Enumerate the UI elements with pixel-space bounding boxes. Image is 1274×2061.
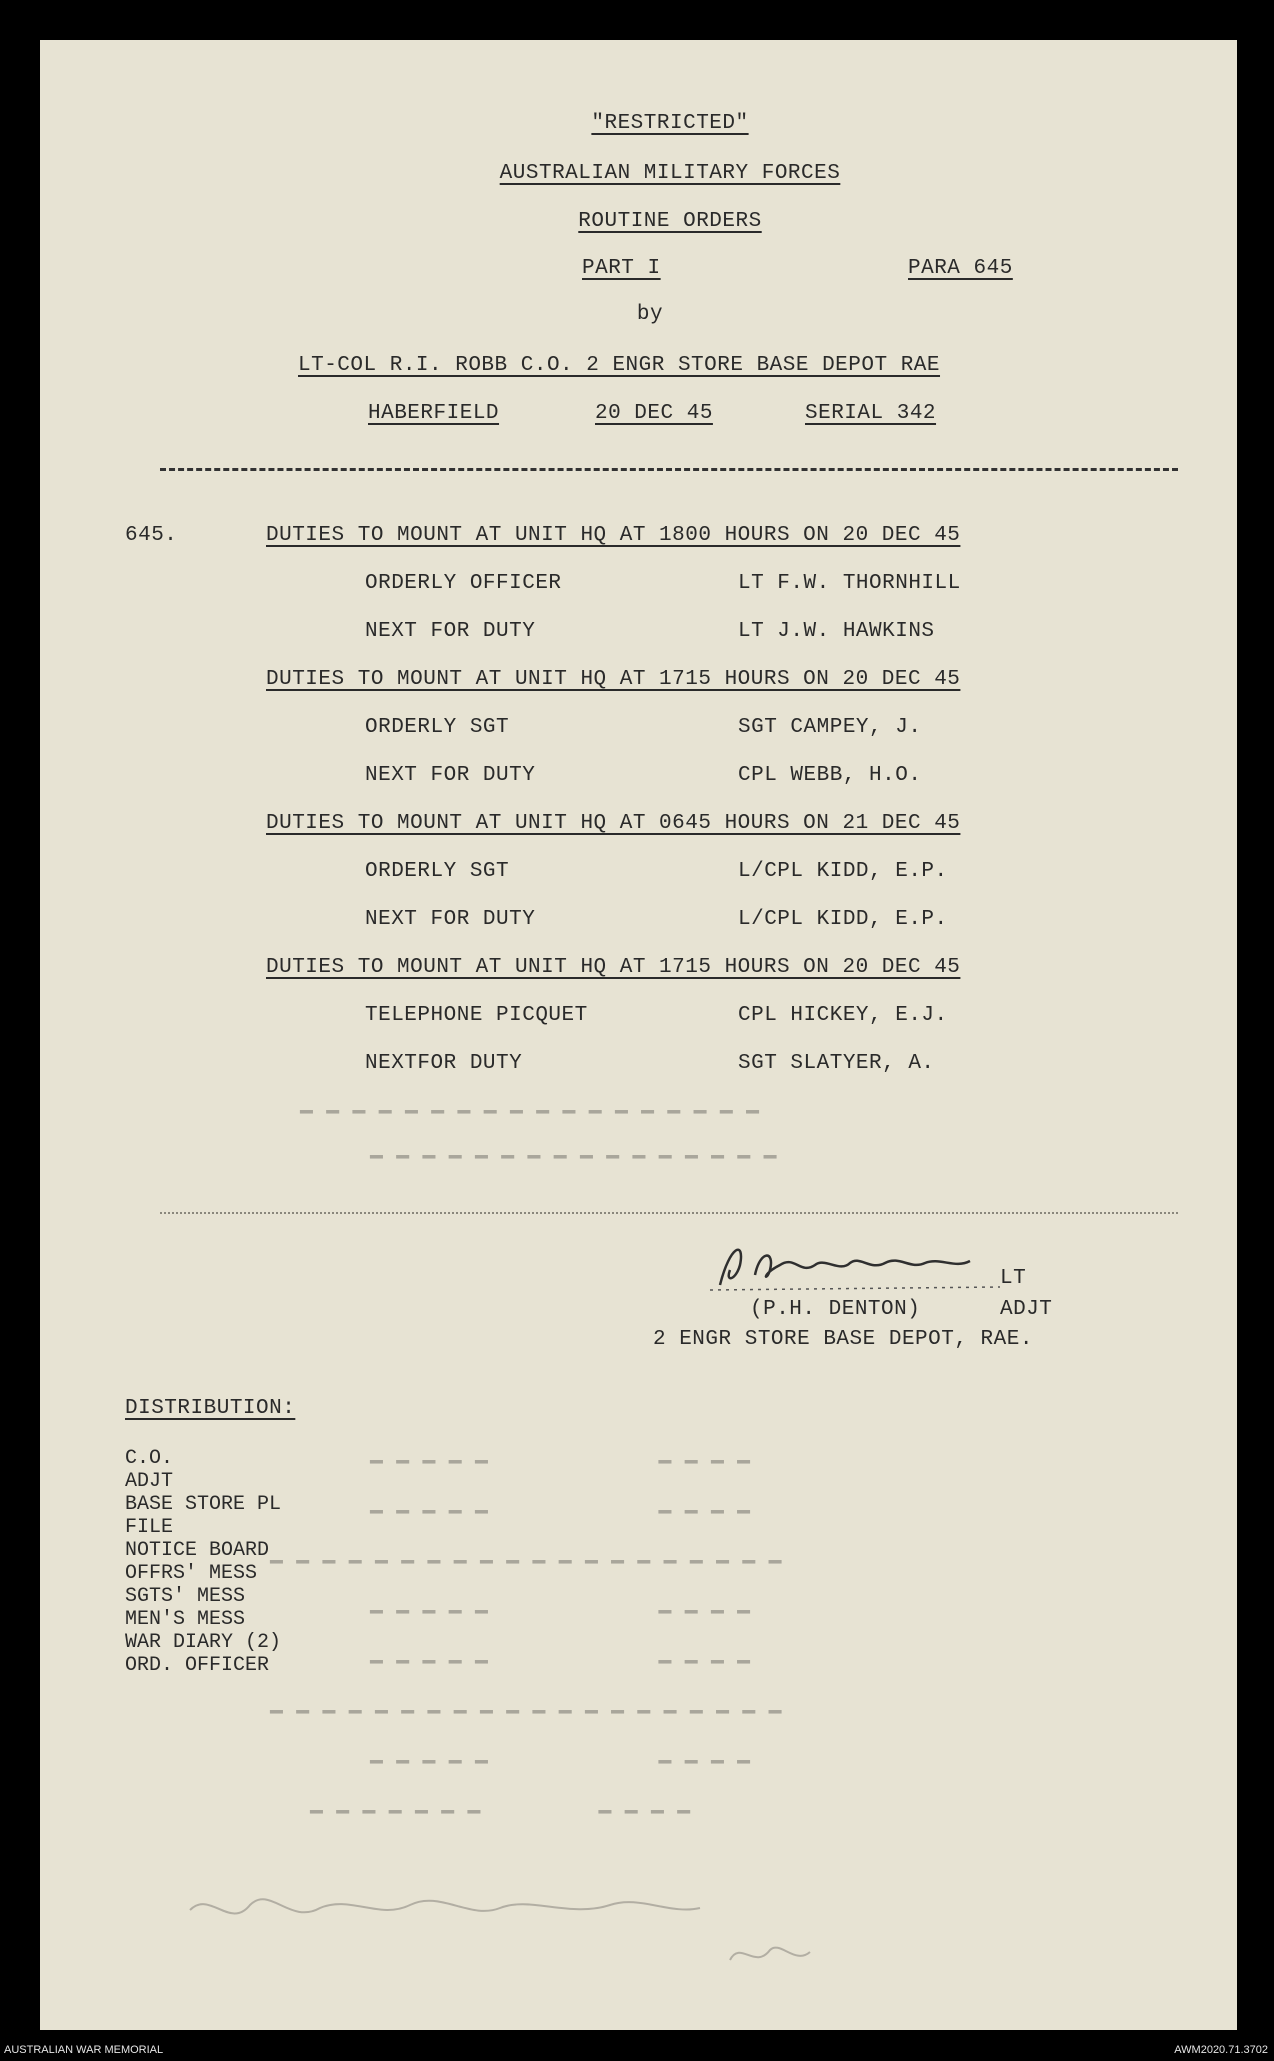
serial: SERIAL 342 — [805, 402, 937, 425]
header-divider — [160, 468, 1178, 471]
pencil-annotation-icon — [170, 1870, 820, 1990]
offset-transfer-marks: ━ ━ ━ ━ ━ ━ ━ ━ ━ — [370, 1503, 751, 1526]
duty-person: CPL WEBB, H.O. — [738, 764, 922, 787]
date: 20 DEC 45 — [595, 402, 713, 425]
duty-name: NEXTFOR DUTY — [365, 1052, 523, 1075]
duty-person: L/CPL KIDD, E.P. — [738, 860, 948, 883]
org-title: AUSTRALIAN MILITARY FORCES — [499, 162, 841, 185]
signatory-title: ADJT — [1000, 1298, 1053, 1321]
section-heading: DUTIES TO MOUNT AT UNIT HQ AT 1715 HOURS ON 20 DEC 45 — [266, 668, 961, 691]
issuer-line: LT-COL R.I. ROBB C.O. 2 ENGR STORE BASE DEPOT RAE — [298, 354, 941, 377]
offset-transfer-marks: ━ ━ ━ ━ ━ ━ ━ ━ ━ — [370, 1603, 751, 1626]
duty-name: TELEPHONE PICQUET — [365, 1004, 588, 1027]
section-heading: DUTIES TO MOUNT AT UNIT HQ AT 0645 HOURS ON 21 DEC 45 — [266, 812, 961, 835]
distribution-heading: DISTRIBUTION: — [125, 1397, 296, 1420]
list-item: BASE STORE PL — [125, 1493, 282, 1516]
list-item: ORD. OFFICER — [125, 1654, 270, 1677]
by-label: by — [636, 303, 664, 326]
offset-transfer-marks: ━ ━ ━ ━ ━ ━ ━ ━ ━ ━ ━ ━ ━ ━ ━ ━ ━ ━ ━ ━ — [270, 1703, 782, 1726]
duty-person: SGT SLATYER, A. — [738, 1052, 935, 1075]
list-item: SGTS' MESS — [125, 1585, 246, 1608]
restricted-marking: "RESTRICTED" — [591, 112, 749, 135]
section-heading: DUTIES TO MOUNT AT UNIT HQ AT 1715 HOURS ON 20 DEC 45 — [266, 956, 961, 979]
duty-name: NEXT FOR DUTY — [365, 620, 536, 643]
offset-transfer-marks: ━ ━ ━ ━ ━ ━ ━ ━ ━ — [370, 1653, 751, 1676]
footer-source: AUSTRALIAN WAR MEMORIAL — [4, 2044, 164, 2056]
list-item: WAR DIARY (2) — [125, 1631, 282, 1654]
para-label: PARA 645 — [908, 257, 1013, 280]
doc-type: ROUTINE ORDERS — [578, 210, 762, 233]
handwritten-signature-icon — [700, 1235, 1030, 1305]
part-label: PART I — [582, 257, 661, 280]
section-divider — [160, 1212, 1178, 1214]
archive-footer — [0, 2039, 1274, 2061]
signature-rank: LT — [1000, 1267, 1027, 1290]
offset-transfer-marks: ━ ━ ━ ━ ━ ━ ━ ━ ━ ━ ━ ━ ━ ━ ━ ━ ━ ━ — [300, 1103, 760, 1126]
list-item: MEN'S MESS — [125, 1608, 246, 1631]
section-heading: DUTIES TO MOUNT AT UNIT HQ AT 1800 HOURS ON 20 DEC 45 — [266, 524, 961, 547]
offset-transfer-marks: ━ ━ ━ ━ ━ ━ ━ ━ ━ — [370, 1453, 751, 1476]
offset-transfer-marks: ━ ━ ━ ━ ━ ━ ━ ━ ━ ━ ━ ━ ━ ━ ━ ━ ━ ━ ━ ━ — [270, 1553, 782, 1576]
duty-person: CPL HICKEY, E.J. — [738, 1004, 948, 1027]
duty-person: LT J.W. HAWKINS — [738, 620, 935, 643]
duty-name: ORDERLY SGT — [365, 860, 510, 883]
list-item: NOTICE BOARD — [125, 1539, 270, 1562]
duty-name: NEXT FOR DUTY — [365, 908, 536, 931]
duty-name: ORDERLY SGT — [365, 716, 510, 739]
distribution-list — [125, 1447, 281, 1677]
para-number: 645. — [125, 524, 178, 547]
duty-person: L/CPL KIDD, E.P. — [738, 908, 948, 931]
offset-transfer-marks: ━ ━ ━ ━ ━ ━ ━ ━ ━ ━ ━ — [310, 1803, 691, 1826]
place: HABERFIELD — [368, 402, 500, 425]
signatory-name: (P.H. DENTON) — [750, 1298, 921, 1321]
footer-id: AWM2020.71.3702 — [1174, 2044, 1268, 2056]
duty-name: ORDERLY OFFICER — [365, 572, 562, 595]
document-page — [40, 40, 1237, 2030]
list-item: OFFRS' MESS — [125, 1562, 258, 1585]
offset-transfer-marks: ━ ━ ━ ━ ━ ━ ━ ━ ━ ━ ━ ━ ━ ━ ━ ━ — [370, 1148, 777, 1171]
list-item: ADJT — [125, 1470, 174, 1493]
duty-person: SGT CAMPEY, J. — [738, 716, 922, 739]
list-item: C.O. — [125, 1447, 174, 1470]
duty-person: LT F.W. THORNHILL — [738, 572, 961, 595]
offset-transfer-marks: ━ ━ ━ ━ ━ ━ ━ ━ ━ — [370, 1753, 751, 1776]
duty-name: NEXT FOR DUTY — [365, 764, 536, 787]
signatory-unit: 2 ENGR STORE BASE DEPOT, RAE. — [653, 1328, 1033, 1351]
list-item: FILE — [125, 1516, 174, 1539]
